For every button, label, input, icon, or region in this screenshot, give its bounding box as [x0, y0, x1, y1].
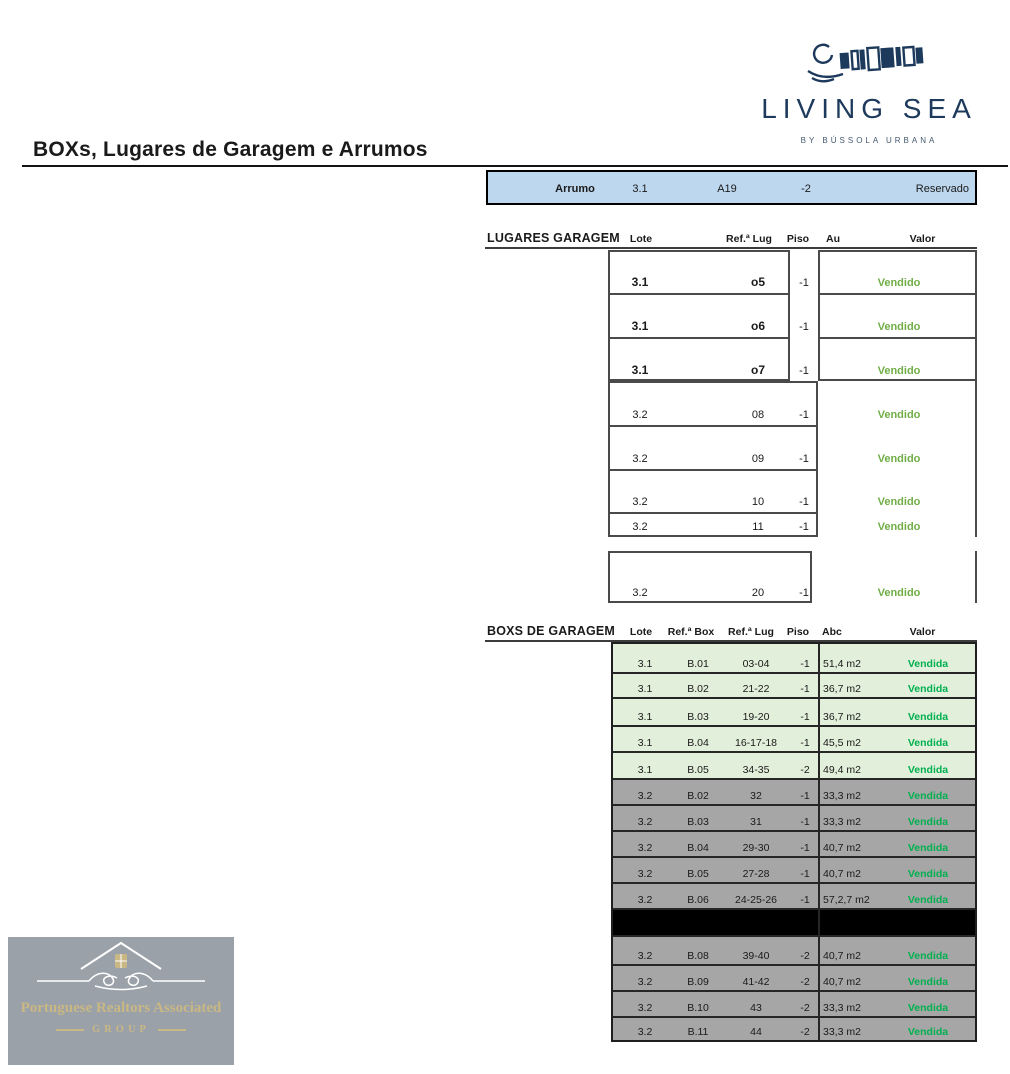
- pra-group-row: [56, 1024, 186, 1035]
- house-flourish-icon: [31, 937, 211, 998]
- piso-cell: -1: [799, 365, 809, 377]
- area-cell: 57,2,7 m2: [823, 894, 870, 906]
- ref-lug-cell: 29-30: [742, 842, 770, 854]
- boxs-table-row: [612, 673, 975, 698]
- ref-box-cell: B.05: [687, 868, 709, 880]
- ref-box-cell: B.03: [687, 711, 709, 723]
- piso-cell: -2: [800, 764, 810, 776]
- lote-cell: 3.2: [637, 790, 653, 802]
- status-cell: Vendida: [907, 816, 949, 828]
- piso-cell: -1: [799, 321, 809, 333]
- lugares-header-piso: Piso: [786, 233, 810, 245]
- ref-lug-cell: o5: [750, 275, 765, 289]
- status-cell: Vendida: [907, 976, 949, 988]
- boxs-table-row: [612, 805, 975, 831]
- boxs-table-row: [612, 698, 975, 726]
- piso-cell: -1: [800, 790, 810, 802]
- ref-box-cell: B.02: [687, 683, 709, 695]
- boxs-header-refbox: Ref.ª Box: [667, 626, 715, 638]
- area-cell: 51,4 m2: [823, 658, 861, 670]
- lugares-table-row: [608, 337, 977, 381]
- lugares-header-lote: Lote: [629, 233, 653, 245]
- boxs-table-row: [612, 1017, 975, 1041]
- piso-cell: -1: [800, 868, 810, 880]
- ref-lug-cell: o7: [750, 363, 765, 377]
- lugares-table-row: [608, 551, 977, 603]
- piso-cell: -1: [800, 658, 810, 670]
- lote-cell: 3.1: [637, 764, 653, 776]
- lugares-header-rule: [485, 247, 977, 249]
- ref-lug-cell: 27-28: [742, 868, 770, 880]
- ref-box-cell: B.10: [687, 1002, 709, 1014]
- lote-cell: 3.2: [632, 496, 648, 508]
- grid-line: [608, 512, 818, 514]
- boxs-table-row: [612, 936, 975, 965]
- dash-left: [56, 1029, 84, 1031]
- grid-line: [975, 551, 977, 603]
- brand-tagline: BY BÚSSOLA URBANA: [800, 136, 938, 145]
- grid-line: [612, 725, 975, 727]
- boxs-table-row: [612, 857, 975, 883]
- lugares-header-au: Au: [826, 233, 840, 245]
- grid-line: [612, 856, 975, 858]
- piso-cell: -1: [800, 842, 810, 854]
- piso-cell: -1: [800, 711, 810, 723]
- status-cell: Vendida: [907, 1026, 949, 1038]
- ref-lug-cell: 10: [751, 496, 765, 508]
- area-cell: 33,3 m2: [823, 816, 861, 828]
- buildings-wave-icon: [794, 40, 944, 91]
- lugares-table-row: [608, 250, 977, 293]
- lugares-table-row: [608, 381, 977, 425]
- ref-box-cell: B.04: [687, 842, 709, 854]
- lugares-header-valor: Valor: [909, 233, 936, 245]
- area-cell: 36,7 m2: [823, 711, 861, 723]
- area-cell: 49,4 m2: [823, 764, 861, 776]
- status-cell: Vendida: [907, 683, 949, 695]
- boxs-header-lote: Lote: [629, 626, 653, 638]
- lugares-table-row: [608, 293, 977, 337]
- ref-lug-cell: 03-04: [742, 658, 770, 670]
- ref-lug-cell: 19-20: [742, 711, 770, 723]
- boxs-header-valor: Valor: [909, 626, 936, 638]
- status-cell: Vendida: [907, 764, 949, 776]
- grid-line: [612, 1016, 975, 1018]
- boxs-table-row: [612, 779, 975, 805]
- boxs-column-divider: [818, 643, 820, 1041]
- lote-cell: 3.1: [631, 363, 649, 377]
- pra-name: Portuguese Realtors Associated: [20, 1000, 222, 1016]
- ref-lug-cell: 16-17-18: [734, 737, 778, 749]
- grid-line: [608, 425, 818, 427]
- ref-lug-cell: 09: [751, 453, 765, 465]
- living-sea-logo: [761, 40, 977, 150]
- ref-box-cell: B.05: [687, 764, 709, 776]
- piso-cell: -1: [799, 521, 809, 533]
- ref-box-cell: B.06: [687, 894, 709, 906]
- piso-cell: -1: [799, 277, 809, 289]
- status-cell: Vendida: [907, 711, 949, 723]
- boxs-table-row: [612, 831, 975, 857]
- ref-lug-cell: 34-35: [742, 764, 770, 776]
- grid-line: [612, 964, 975, 966]
- ref-box-cell: B.08: [687, 950, 709, 962]
- arrumo-type: Arrumo: [555, 183, 595, 195]
- pra-group-logo: [8, 937, 234, 1065]
- arrumo-status: Reservado: [915, 183, 969, 195]
- grid-line: [612, 830, 975, 832]
- status-cell: Vendido: [877, 453, 921, 465]
- boxs-header-piso: Piso: [786, 626, 810, 638]
- lote-cell: 3.2: [637, 1002, 653, 1014]
- area-cell: 36,7 m2: [823, 683, 861, 695]
- ref-lug-cell: 39-40: [742, 950, 770, 962]
- ref-box-cell: B.11: [687, 1026, 709, 1038]
- area-cell: 40,7 m2: [823, 950, 861, 962]
- status-cell: Vendida: [907, 1002, 949, 1014]
- lugares-table-row: [608, 469, 977, 512]
- grid-line: [612, 935, 975, 937]
- area-cell: 40,7 m2: [823, 842, 861, 854]
- grid-line: [612, 882, 975, 884]
- lote-cell: 3.1: [631, 319, 649, 333]
- status-cell: Vendida: [907, 950, 949, 962]
- status-cell: Vendida: [907, 790, 949, 802]
- lote-cell: 3.2: [632, 587, 648, 599]
- arrumo-lote: 3.1: [632, 183, 648, 195]
- ref-box-cell: B.02: [687, 790, 709, 802]
- grid-line: [612, 990, 975, 992]
- status-cell: Vendido: [877, 321, 921, 333]
- piso-cell: -2: [800, 1002, 810, 1014]
- grid-line: [612, 697, 975, 699]
- boxs-section-label: BOXS DE GARAGEM: [487, 624, 616, 638]
- boxs-header-reflug: Ref.ª Lug: [728, 626, 774, 638]
- area-cell: 40,7 m2: [823, 868, 861, 880]
- brand-name: LIVING SEA: [761, 93, 977, 124]
- ref-lug-cell: 21-22: [742, 683, 770, 695]
- area-cell: 33,3 m2: [823, 1002, 861, 1014]
- lote-cell: 3.2: [637, 976, 653, 988]
- area-cell: 33,3 m2: [823, 790, 861, 802]
- grid-line: [612, 751, 975, 753]
- lote-cell: 3.2: [632, 409, 648, 421]
- arrumo-ref: A19: [717, 183, 737, 195]
- boxs-table-row: [612, 883, 975, 909]
- ref-box-cell: B.03: [687, 816, 709, 828]
- page-title: BOXs, Lugares de Garagem e Arrumos: [33, 138, 428, 161]
- ref-lug-cell: o6: [750, 319, 765, 333]
- grid-line: [612, 908, 975, 910]
- lugares-table-row: [608, 425, 977, 469]
- grid-line: [612, 778, 975, 780]
- title-rule: [22, 165, 1008, 167]
- status-cell: Vendida: [907, 894, 949, 906]
- status-cell: Vendida: [907, 737, 949, 749]
- ref-lug-cell: 08: [751, 409, 765, 421]
- lugares-table-row: [608, 512, 977, 537]
- ref-lug-cell: 43: [750, 1002, 762, 1014]
- piso-cell: -1: [800, 894, 810, 906]
- lote-cell: 3.2: [632, 521, 648, 533]
- lote-cell: 3.2: [637, 868, 653, 880]
- area-cell: 33,3 m2: [823, 1026, 861, 1038]
- ref-lug-cell: 41-42: [742, 976, 770, 988]
- lugares-header-reflug: Ref.ª Lug: [726, 233, 772, 245]
- lote-cell: 3.2: [632, 453, 648, 465]
- arrumo-piso: -2: [801, 183, 811, 195]
- lote-cell: 3.2: [637, 816, 653, 828]
- grid-line: [818, 337, 977, 339]
- grid-line: [608, 337, 790, 339]
- status-cell: Vendida: [907, 868, 949, 880]
- lote-cell: 3.2: [637, 842, 653, 854]
- piso-cell: -1: [799, 496, 809, 508]
- ref-lug-cell: 31: [750, 816, 762, 828]
- status-cell: Vendido: [877, 521, 921, 533]
- piso-cell: -2: [800, 1026, 810, 1038]
- piso-cell: -1: [800, 816, 810, 828]
- piso-cell: -2: [800, 976, 810, 988]
- pra-group-label: GROUP: [92, 1024, 150, 1035]
- boxs-table-row: [612, 643, 975, 673]
- status-cell: Vendida: [907, 842, 949, 854]
- grid-line: [612, 804, 975, 806]
- dash-right: [158, 1029, 186, 1031]
- grid-line: [975, 381, 977, 537]
- ref-lug-cell: 11: [752, 521, 764, 533]
- grid-line: [818, 293, 977, 295]
- piso-cell: -1: [800, 683, 810, 695]
- lote-cell: 3.1: [637, 683, 653, 695]
- area-cell: 40,7 m2: [823, 976, 861, 988]
- lote-cell: 3.1: [637, 658, 653, 670]
- boxs-table-row: [612, 752, 975, 779]
- grid-line: [608, 469, 818, 471]
- ref-lug-cell: 32: [750, 790, 762, 802]
- ref-lug-cell: 20: [751, 587, 765, 599]
- lote-cell: 3.2: [637, 950, 653, 962]
- lote-cell: 3.1: [637, 711, 653, 723]
- piso-cell: -1: [799, 587, 809, 599]
- ref-lug-cell: 24-25-26: [734, 894, 778, 906]
- boxs-header-rule: [485, 640, 977, 642]
- lote-cell: 3.1: [631, 275, 649, 289]
- status-cell: Vendido: [877, 277, 921, 289]
- status-cell: Vendido: [877, 409, 921, 421]
- lote-cell: 3.2: [637, 894, 653, 906]
- grid-line: [612, 672, 975, 674]
- piso-cell: -1: [800, 737, 810, 749]
- status-cell: Vendida: [907, 658, 949, 670]
- piso-cell: -1: [799, 409, 809, 421]
- boxs-hidden-row: [612, 909, 975, 936]
- status-cell: Vendido: [877, 587, 921, 599]
- status-cell: Vendido: [877, 365, 921, 377]
- boxs-table-row: [612, 991, 975, 1017]
- ref-lug-cell: 44: [750, 1026, 762, 1038]
- arrumo-row: [486, 170, 977, 205]
- grid-line: [608, 293, 790, 295]
- ref-box-cell: B.04: [687, 737, 709, 749]
- boxs-header-abc: Abc: [822, 626, 842, 638]
- boxs-table-row: [612, 726, 975, 752]
- area-cell: 45,5 m2: [823, 737, 861, 749]
- lote-cell: 3.1: [637, 737, 653, 749]
- status-cell: Vendido: [877, 496, 921, 508]
- boxs-table-row: [612, 965, 975, 991]
- lote-cell: 3.2: [637, 1026, 653, 1038]
- piso-cell: -1: [799, 453, 809, 465]
- ref-box-cell: B.09: [687, 976, 709, 988]
- ref-box-cell: B.01: [687, 658, 709, 670]
- lugares-section-label: LUGARES GARAGEM: [487, 231, 620, 245]
- piso-cell: -2: [800, 950, 810, 962]
